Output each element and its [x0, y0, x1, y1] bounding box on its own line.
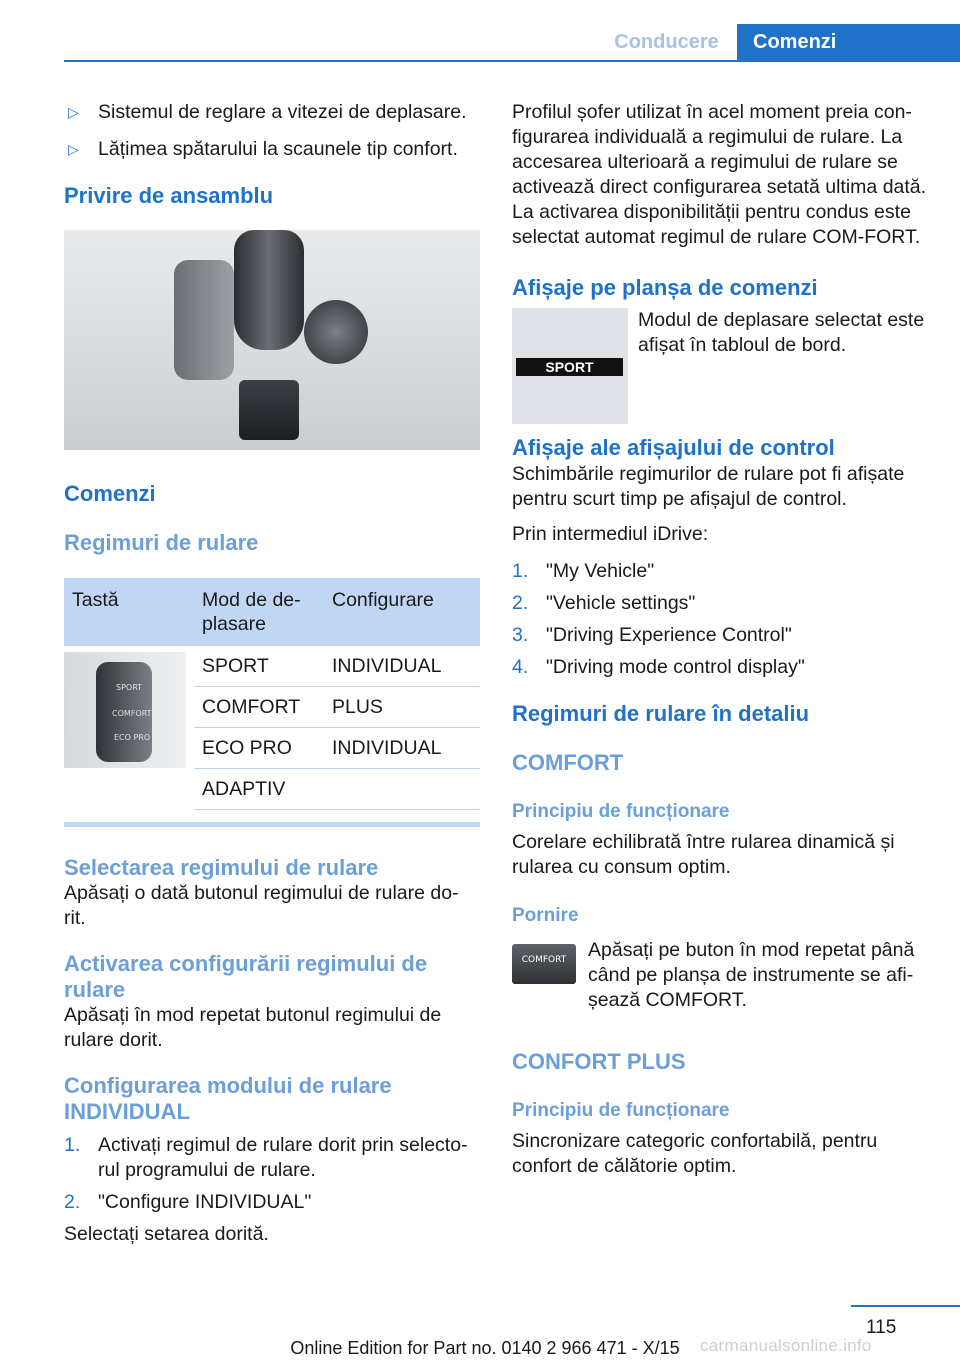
button-label: SPORT — [116, 683, 143, 692]
bullet-item — [64, 137, 480, 162]
individual-config-heading: Configurarea modului de rulare INDIVIDUAL — [64, 1073, 392, 1124]
list-item — [64, 1190, 480, 1215]
edition-note: Online Edition for Part no. 0140 2 966 471 - X/15 — [290, 1338, 680, 1358]
idrive-text: Prin intermediul iDrive: — [512, 523, 709, 545]
mode-cell: ADAPTIV — [194, 769, 324, 810]
sport-display-image — [512, 308, 628, 424]
step-number: 1. — [512, 560, 529, 582]
step-text: Activați regimul de rulare dorit prin selecto-rul programului de rulare. — [98, 1134, 468, 1181]
step-text: "My Vehicle" — [546, 560, 655, 582]
select-setting-text: Selectați setarea dorită. — [64, 1223, 269, 1245]
table-header-config: Configurare — [324, 578, 480, 646]
button-label: COMFORT — [112, 709, 152, 718]
table-header-key: Tastă — [64, 578, 194, 646]
triangle-bullet-icon: ▷ — [68, 104, 79, 120]
controls-heading: Comenzi — [64, 481, 156, 506]
button-label: ECO PRO — [114, 733, 151, 742]
step-number: 2. — [512, 592, 529, 614]
comfort-button-label: COMFORT — [521, 955, 567, 965]
header-active-tab[interactable]: Comenzi — [737, 24, 960, 60]
start-block — [512, 938, 932, 1013]
activate-config-heading: Activarea configurării regimului de rulare — [64, 951, 428, 1002]
step-text: "Driving mode control display" — [546, 656, 805, 678]
gear-selector-image — [234, 230, 304, 350]
table-row — [64, 646, 480, 687]
step-number: 1. — [64, 1134, 81, 1156]
config-cell: INDIVIDUAL — [324, 646, 480, 687]
comfort-button-image — [512, 944, 576, 984]
table-bottom-rule — [64, 822, 480, 827]
step-number: 4. — [512, 656, 529, 678]
activate-config-text: Apăsați în mod repetat butonul regimului de rulare dorit. — [64, 1004, 442, 1051]
select-mode-heading: Selectarea regimului de rulare — [64, 855, 379, 880]
overview-heading: Privire de ansamblu — [64, 183, 274, 208]
principle-heading: Principiu de funcționare — [512, 801, 730, 822]
step-number: 3. — [512, 624, 529, 646]
footer-divider — [851, 1305, 960, 1307]
mode-buttons-panel — [174, 260, 234, 380]
list-item — [512, 623, 932, 648]
list-item — [512, 655, 932, 680]
config-cell: PLUS — [324, 687, 480, 728]
mode-cell: ECO PRO — [194, 728, 324, 769]
step-text: "Driving Experience Control" — [546, 624, 792, 646]
control-display-heading: Afișaje ale afișajului de control — [512, 435, 835, 460]
list-item — [512, 591, 932, 616]
intro-paragraph: Profilul șofer utilizat în acel moment preia con-figurarea individuală a regimului de rulare. La accesarea ulterioară a regimului de rulare se activează direct configurarea setată ultima dată. La activarea disponibilității pentru condus este selectat automat regimul de rulare COM-FORT. — [512, 101, 927, 248]
detail-heading: Regimuri de rulare în detaliu — [512, 701, 810, 726]
triangle-bullet-icon: ▷ — [68, 141, 79, 157]
watermark: carmanualsonline.info — [700, 1336, 872, 1355]
display-text: Modul de deplasare selectat este afișat în tabloul de bord. — [638, 309, 925, 356]
idrive-steps-list — [512, 559, 932, 680]
bullet-item — [64, 100, 480, 125]
idrive-controller-image — [304, 300, 368, 364]
right-column — [512, 100, 932, 1179]
driving-modes-table — [64, 578, 480, 810]
parking-brake-image — [239, 380, 299, 440]
start-heading: Pornire — [512, 905, 579, 926]
comfort-plus-heading: CONFORT PLUS — [512, 1049, 686, 1074]
page-header — [0, 0, 960, 62]
header-section-tab[interactable]: Conducere — [614, 31, 719, 53]
left-column — [64, 100, 480, 1247]
select-mode-text: Apăsați o dată butonul regimului de rulare do-rit. — [64, 882, 459, 929]
display-heading: Afișaje pe planșa de comenzi — [512, 275, 818, 300]
comfort-plus-text: Sincronizare categoric confortabilă, pentru confort de călătorie optim. — [512, 1130, 878, 1177]
mode-buttons-cell — [64, 646, 194, 810]
console-overview-image — [64, 230, 480, 450]
step-number: 2. — [64, 1191, 81, 1213]
mode-cell: SPORT — [194, 646, 324, 687]
header-divider — [64, 60, 960, 62]
control-display-text: Schimbările regimurilor de rulare pot fi afișate pentru scurt timp pe afișajul de control. — [512, 463, 905, 510]
button-label: ADAPTIVE — [68, 692, 77, 732]
step-text: "Vehicle settings" — [546, 592, 696, 614]
display-block — [512, 308, 932, 424]
individual-steps-list — [64, 1133, 480, 1215]
mode-buttons-image — [64, 652, 186, 768]
bullet-text: Lățimea spătarului la scaunele tip confort. — [98, 138, 458, 160]
config-cell: INDIVIDUAL — [324, 728, 480, 769]
principle2-heading: Principiu de funcționare — [512, 1100, 730, 1121]
page-number: 115 — [866, 1317, 897, 1338]
list-item — [64, 1133, 480, 1183]
step-text: "Configure INDIVIDUAL" — [98, 1191, 312, 1213]
sport-tag: SPORT — [516, 358, 623, 376]
start-text: Apăsați pe buton în mod repetat până când pe planșa de instrumente se afi-șează COMFORT. — [588, 939, 915, 1011]
list-item — [512, 559, 932, 584]
bullet-text: Sistemul de reglare a vitezei de deplasare. — [98, 101, 467, 123]
mode-cell: COMFORT — [194, 687, 324, 728]
comfort-text: Corelare echilibrată între rularea dinamică și rularea cu consum optim. — [512, 831, 895, 878]
comfort-heading: COMFORT — [512, 750, 624, 775]
driving-modes-heading: Regimuri de rulare — [64, 530, 259, 555]
table-header-mode: Mod de de-plasare — [194, 578, 324, 646]
config-cell — [324, 769, 480, 810]
